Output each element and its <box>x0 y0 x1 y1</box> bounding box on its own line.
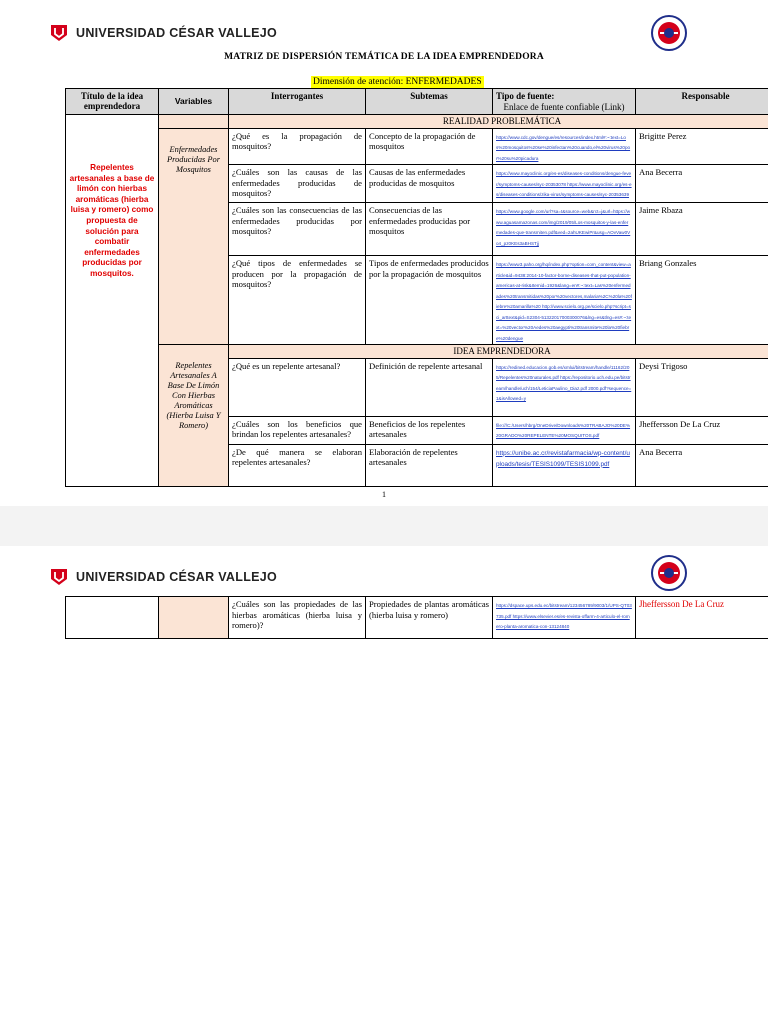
university-logo-page-2 <box>50 568 277 586</box>
link-cell <box>493 256 636 345</box>
link-cell <box>493 128 636 165</box>
blank-cell <box>159 115 229 129</box>
section-idea: IDEA EMPRENDEDORA <box>229 345 768 359</box>
subtema-cell: Causas de las enfermedades producidas de mosquitos <box>366 165 493 203</box>
table-row <box>66 128 768 165</box>
link-cell <box>493 444 636 486</box>
source-link[interactable]: https://www.mayoclinic.org/es-es/diseases-conditions/dengue-fever/symptoms-causes/syc-20353078 https://www.mayoclinic.org/es-es/diseases-conditions/zika-virus/symptoms-causes/syc-20353639 <box>496 171 632 197</box>
subtema-cell: Consecuencias de las enfermedades producidas por mosquitos <box>366 203 493 256</box>
header-tipo-fuente <box>493 89 636 115</box>
responsable-cell: Deysi Trigoso <box>636 358 768 416</box>
responsable-cell: Ana Becerra <box>636 165 768 203</box>
idea-title-text: Repelentes artesanales a base de limón con hierbas aromáticas (hierba luisa y romero) como propuesta de solución para combatir enfermedades producidas por mosquitos. <box>69 163 155 278</box>
table-row <box>66 597 768 639</box>
responsable-cell: Briang Gonzales <box>636 256 768 345</box>
blank-cell <box>159 597 229 639</box>
university-name-page-2: UNIVERSIDAD CÉSAR VALLEJO <box>76 570 278 584</box>
section-row <box>66 115 768 129</box>
interrogante-cell: ¿Cuáles son los beneficios que brindan los repelentes artesanales? <box>229 416 366 444</box>
responsable-cell: Ana Becerra <box>636 444 768 486</box>
ucv-shield-icon <box>50 24 68 42</box>
header-variables: Variables <box>159 89 229 115</box>
header-subtemas: Subtemas <box>366 89 493 115</box>
dimension-label: Dimensión de atención: ENFERMEDADES <box>313 77 482 87</box>
link-cell <box>493 203 636 256</box>
responsable-cell: Jaime Rbaza <box>636 203 768 256</box>
source-link[interactable]: https://dspace.ups.edu.ec/bitstream/123456789/9003/1/UPS-QT03735.pdf https://www.elsevier.es/es-revista-offarm-4-articulo-el-romero-planta-aromatica-con-13124840 <box>496 603 632 629</box>
source-link[interactable]: https://www.google.com/url?sa=t&source=web&rct=j&url=https://www.aguasamazonas.com/img/2019/05/Los-mosquitos-y-las-enfermedades-que-transmiten.pdf&ved=2ahUKEwiPr&usg=AOvVaw0Vo4_pz0KEs3aBHSTjj <box>496 209 631 246</box>
variable-2-text: Repelentes Artesanales A Base De Limón Con Hierbas Aromáticas (Hierba Luisa Y Romero) <box>166 361 221 430</box>
variable-1-cell <box>159 128 229 345</box>
idea-title-cell <box>66 115 159 487</box>
university-logo <box>50 24 277 42</box>
source-link[interactable]: https://unibe.ac.cr/revistafarmacia/wp-content/uploads/tesis/TESIS1099/TESIS1099.pdf <box>496 449 630 468</box>
header-interrogantes: Interrogantes <box>229 89 366 115</box>
subtema-cell: Elaboración de repelentes artesanales <box>366 444 493 486</box>
variable-2-cell <box>159 345 229 487</box>
interrogante-cell: ¿Cuáles son las propiedades de las hierbas aromáticas (hierba luisa y romero)? <box>229 597 366 639</box>
header-titulo: Título de la idea emprendedora <box>66 89 159 115</box>
source-link[interactable]: https://redined.educacion.gob.es/xmlui/bitstream/handle/11162/205/Repelentes%20naturales.pdf https://repositorio.uch.edu.pe/bitstream/handle/uch/154/LeticiaPaulino_Diaz.pdf 2000.pdf?sequence=1&isAllowed=y <box>496 364 632 401</box>
page-break <box>0 506 768 546</box>
interrogante-cell: ¿Cuáles son las causas de las enfermedades producidas de mosquitos? <box>229 165 366 203</box>
source-link[interactable]: https://www3.paho.org/hq/index.php?option=com_content&view=article&id=9438:2014-10-factor-borne-diseases-that-put-population-americas-at-risk&Itemid=1926&lang=en#:~:text=Las%20enfermedades%20transmitidas%20por%20vectores,malaria%2C%20la%20fiebre%20amarilla%20 http://www.scielo.org.pe/scielo.php?script=sci_arttext&pid=S2304-51322017000300076&lng=es&tlng=es#:~:text=%20vector%20Aedes%20aegypti%20transmite%20la%20fiebre%20dengue <box>496 262 632 341</box>
section-realidad: REALIDAD PROBLEMÁTICA <box>229 115 768 129</box>
page-title: MATRIZ DE DISPERSIÓN TEMÁTICA DE LA IDEA EMPRENDEDORA <box>224 52 544 62</box>
interrogante-cell: ¿De qué manera se elaboran repelentes artesanales? <box>229 444 366 486</box>
link-cell <box>493 597 636 639</box>
university-name: UNIVERSIDAD CÉSAR VALLEJO <box>76 26 278 40</box>
page-number: 1 <box>382 490 386 499</box>
responsable-cell: Brigitte Perez <box>636 128 768 165</box>
header-enlace-label: Enlace de fuente confiable (Link) <box>503 101 625 112</box>
header-tipo-fuente-label: Tipo de fuente: <box>496 91 555 101</box>
link-cell <box>493 165 636 203</box>
interrogante-cell: ¿Cuáles son las consecuencias de las enfermedades producidas por mosquitos? <box>229 203 366 256</box>
ucv-shield-icon <box>50 568 68 586</box>
seal-icon <box>650 14 688 52</box>
link-cell <box>493 358 636 416</box>
responsable-cell: Jheffersson De La Cruz <box>636 416 768 444</box>
subtema-cell: Beneficios de los repelentes artesanales <box>366 416 493 444</box>
interrogante-cell: ¿Qué es la propagación de mosquitos? <box>229 128 366 165</box>
header-responsable: Responsable <box>636 89 768 115</box>
link-cell <box>493 416 636 444</box>
interrogante-cell: ¿Qué tipos de enfermedades se producen por la propagación de mosquitos? <box>229 256 366 345</box>
source-link[interactable]: https://www.cdc.gov/dengue/es/resources/index.html#:~:text=Los%20mosquitos%20se%20infectan%20cuando,el%20virus%20por%20su%20picadura <box>496 134 631 161</box>
source-link[interactable]: file:///C:/Users/hbrg/OneDrive/Downloads%20TRABAJO%20DE%20GRADO%20REPELENTE%20MOSQUITOS.pdf <box>496 422 631 438</box>
subtema-cell: Tipos de enfermedades producidos por la propagación de mosquitos <box>366 256 493 345</box>
subtema-cell: Concepto de la propagación de mosquitos <box>366 128 493 165</box>
dispersion-matrix-table <box>65 88 768 487</box>
table-header-row <box>66 89 768 115</box>
variable-1-text: Enfermedades Producidas Por Mosquitos <box>167 144 220 174</box>
responsable-cell: Jheffersson De La Cruz <box>636 597 768 639</box>
seal-icon <box>650 554 688 592</box>
section-row <box>66 345 768 359</box>
blank-cell <box>66 597 159 639</box>
dispersion-matrix-table-page-2 <box>65 596 768 639</box>
subtema-cell: Propiedades de plantas aromáticas (hierba luisa y romero) <box>366 597 493 639</box>
subtema-cell: Definición de repelente artesanal <box>366 358 493 416</box>
interrogante-cell: ¿Qué es un repelente artesanal? <box>229 358 366 416</box>
